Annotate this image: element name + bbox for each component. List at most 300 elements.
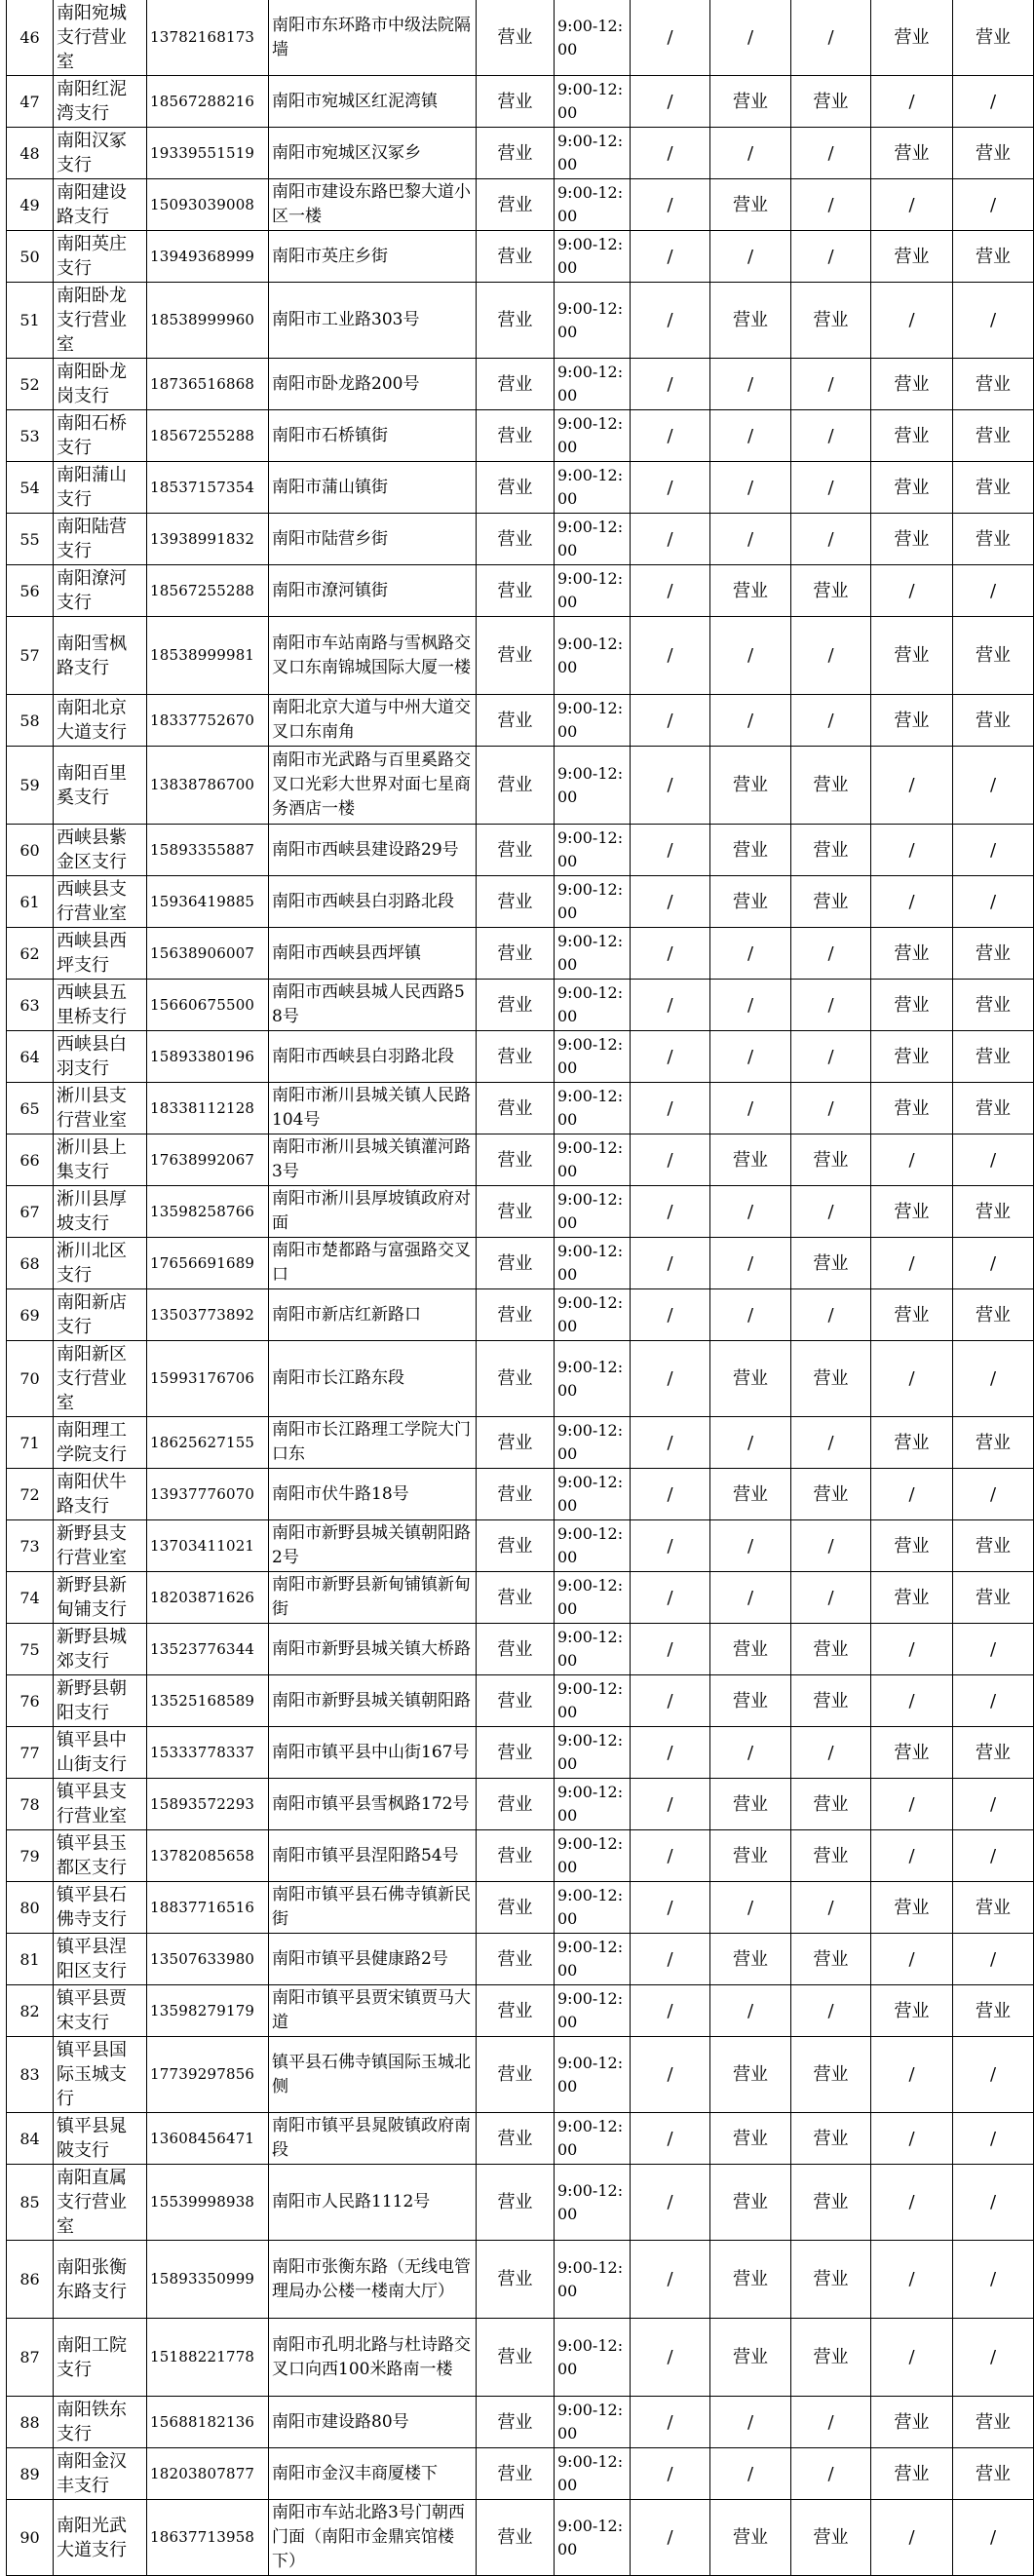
business-hours: 9:00-12:00 [555, 1675, 631, 1727]
table-row [7, 1727, 1034, 1779]
business-hours: 9:00-12:00 [555, 2448, 631, 2500]
table-row [7, 747, 1034, 825]
day-cell-1: / [631, 1083, 710, 1134]
day-cell-5: 营业 [953, 231, 1034, 283]
table-row [7, 2113, 1034, 2165]
day-cell-3: / [791, 928, 871, 980]
phone-number: 18203871626 [147, 1572, 269, 1624]
day-cell-4: / [871, 876, 953, 928]
business-hours: 9:00-12:00 [555, 617, 631, 695]
day-cell-2: / [710, 695, 791, 747]
day-cell-1: / [631, 462, 710, 514]
branch-address: 南阳市长江路理工学院大门口东 [269, 1417, 477, 1469]
phone-number: 15660675500 [147, 980, 269, 1031]
day-cell-5: 营业 [953, 617, 1034, 695]
day-cell-3: 营业 [791, 825, 871, 876]
status-cell: 营业 [477, 1675, 555, 1727]
day-cell-3: 营业 [791, 1238, 871, 1289]
table-row [7, 1520, 1034, 1572]
day-cell-3: 营业 [791, 2241, 871, 2319]
phone-number: 18538999981 [147, 617, 269, 695]
day-cell-5: 营业 [953, 1882, 1034, 1934]
table-row [7, 1985, 1034, 2037]
day-cell-2: / [710, 410, 791, 462]
branch-address: 南阳市建设东路巴黎大道小区一楼 [269, 179, 477, 231]
day-cell-5: 营业 [953, 0, 1034, 76]
day-cell-2: 营业 [710, 747, 791, 825]
branch-name: 新野县支行营业室 [54, 1520, 147, 1572]
day-cell-1: / [631, 1520, 710, 1572]
day-cell-4: 营业 [871, 514, 953, 565]
day-cell-3: / [791, 462, 871, 514]
row-number: 70 [7, 1341, 54, 1417]
phone-number: 18837716516 [147, 1882, 269, 1934]
phone-number: 13507633980 [147, 1934, 269, 1985]
day-cell-3: / [791, 1572, 871, 1624]
day-cell-1: / [631, 1417, 710, 1469]
phone-number: 18625627155 [147, 1417, 269, 1469]
day-cell-5: 营业 [953, 359, 1034, 410]
phone-number: 18203807877 [147, 2448, 269, 2500]
status-cell: 营业 [477, 2113, 555, 2165]
branch-name: 西峡县支行营业室 [54, 876, 147, 928]
phone-number: 15093039008 [147, 179, 269, 231]
table-row [7, 695, 1034, 747]
branch-name: 南阳金汉丰支行 [54, 2448, 147, 2500]
day-cell-5: / [953, 876, 1034, 928]
row-number: 54 [7, 462, 54, 514]
day-cell-3: / [791, 1882, 871, 1934]
status-cell: 营业 [477, 617, 555, 695]
branch-name: 镇平县石佛寺支行 [54, 1882, 147, 1934]
branch-name: 南阳宛城支行营业室 [54, 0, 147, 76]
day-cell-5: / [953, 1238, 1034, 1289]
row-number: 89 [7, 2448, 54, 2500]
branch-address: 南阳市石桥镇街 [269, 410, 477, 462]
branch-name: 南阳铁东支行 [54, 2397, 147, 2448]
day-cell-4: / [871, 1469, 953, 1520]
day-cell-1: / [631, 2113, 710, 2165]
phone-number: 15688182136 [147, 2397, 269, 2448]
day-cell-2: 营业 [710, 76, 791, 128]
day-cell-5: / [953, 76, 1034, 128]
row-number: 68 [7, 1238, 54, 1289]
day-cell-2: / [710, 2397, 791, 2448]
status-cell: 营业 [477, 695, 555, 747]
status-cell: 营业 [477, 410, 555, 462]
table-row [7, 514, 1034, 565]
business-hours: 9:00-12:00 [555, 128, 631, 179]
phone-number: 18337752670 [147, 695, 269, 747]
phone-number: 15333778337 [147, 1727, 269, 1779]
branch-name: 南阳理工学院支行 [54, 1417, 147, 1469]
table-row [7, 231, 1034, 283]
branch-address: 南阳市张衡东路（无线电管理局办公楼一楼南大厅） [269, 2241, 477, 2319]
day-cell-3: 营业 [791, 565, 871, 617]
business-hours: 9:00-12:00 [555, 1134, 631, 1186]
row-number: 74 [7, 1572, 54, 1624]
day-cell-4: 营业 [871, 410, 953, 462]
table-row [7, 1572, 1034, 1624]
day-cell-1: / [631, 1624, 710, 1675]
row-number: 87 [7, 2319, 54, 2397]
table-row [7, 0, 1034, 76]
day-cell-2: 营业 [710, 1934, 791, 1985]
day-cell-1: / [631, 695, 710, 747]
day-cell-5: / [953, 2037, 1034, 2113]
business-hours: 9:00-12:00 [555, 1882, 631, 1934]
table-row [7, 76, 1034, 128]
business-hours: 9:00-12:00 [555, 1934, 631, 1985]
table-row [7, 179, 1034, 231]
branch-name: 南阳新区支行营业室 [54, 1341, 147, 1417]
day-cell-5: 营业 [953, 928, 1034, 980]
business-hours: 9:00-12:00 [555, 1341, 631, 1417]
status-cell: 营业 [477, 179, 555, 231]
day-cell-4: 营业 [871, 1031, 953, 1083]
table-row [7, 2037, 1034, 2113]
status-cell: 营业 [477, 928, 555, 980]
branch-address: 南阳市车站北路3号门朝西门面（南阳市金鼎宾馆楼下） [269, 2500, 477, 2576]
row-number: 67 [7, 1186, 54, 1238]
day-cell-4: / [871, 2241, 953, 2319]
branch-name: 新野县朝阳支行 [54, 1675, 147, 1727]
day-cell-2: 营业 [710, 283, 791, 359]
day-cell-4: / [871, 76, 953, 128]
day-cell-1: / [631, 1675, 710, 1727]
day-cell-2: / [710, 1520, 791, 1572]
phone-number: 13782168173 [147, 0, 269, 76]
day-cell-3: / [791, 2397, 871, 2448]
day-cell-4: / [871, 1624, 953, 1675]
branch-name: 镇平县涅阳区支行 [54, 1934, 147, 1985]
branch-address: 南阳市新店红新路口 [269, 1289, 477, 1341]
day-cell-3: / [791, 1289, 871, 1341]
day-cell-4: / [871, 747, 953, 825]
phone-number: 15893380196 [147, 1031, 269, 1083]
day-cell-5: / [953, 1134, 1034, 1186]
day-cell-5: / [953, 179, 1034, 231]
branch-name: 镇平县中山街支行 [54, 1727, 147, 1779]
day-cell-4: 营业 [871, 359, 953, 410]
table-row [7, 1469, 1034, 1520]
day-cell-2: / [710, 359, 791, 410]
day-cell-2: 营业 [710, 1469, 791, 1520]
day-cell-4: / [871, 283, 953, 359]
day-cell-4: / [871, 565, 953, 617]
business-hours: 9:00-12:00 [555, 1031, 631, 1083]
day-cell-3: 营业 [791, 1624, 871, 1675]
day-cell-4: / [871, 179, 953, 231]
day-cell-5: / [953, 825, 1034, 876]
day-cell-5: / [953, 2319, 1034, 2397]
day-cell-3: / [791, 695, 871, 747]
branch-address: 南阳市新野县新甸铺镇新甸街 [269, 1572, 477, 1624]
day-cell-1: / [631, 2448, 710, 2500]
phone-number: 18567255288 [147, 410, 269, 462]
day-cell-4: 营业 [871, 2448, 953, 2500]
day-cell-1: / [631, 565, 710, 617]
phone-number: 15893350999 [147, 2241, 269, 2319]
day-cell-4: / [871, 1341, 953, 1417]
day-cell-5: 营业 [953, 410, 1034, 462]
business-hours: 9:00-12:00 [555, 1572, 631, 1624]
branch-name: 南阳蒲山支行 [54, 462, 147, 514]
day-cell-3: / [791, 231, 871, 283]
day-cell-1: / [631, 2319, 710, 2397]
day-cell-5: 营业 [953, 462, 1034, 514]
day-cell-1: / [631, 1882, 710, 1934]
day-cell-1: / [631, 747, 710, 825]
day-cell-3: 营业 [791, 1675, 871, 1727]
table-row [7, 2397, 1034, 2448]
branch-name: 新野县新甸铺支行 [54, 1572, 147, 1624]
day-cell-4: / [871, 825, 953, 876]
branch-address: 南阳市新野县城关镇朝阳路2号 [269, 1520, 477, 1572]
branch-address: 南阳市西峡县城人民西路58号 [269, 980, 477, 1031]
status-cell: 营业 [477, 980, 555, 1031]
day-cell-1: / [631, 1134, 710, 1186]
status-cell: 营业 [477, 1289, 555, 1341]
day-cell-1: / [631, 1469, 710, 1520]
table-row [7, 283, 1034, 359]
phone-number: 13525168589 [147, 1675, 269, 1727]
day-cell-1: / [631, 1779, 710, 1830]
branch-name: 淅川县上集支行 [54, 1134, 147, 1186]
day-cell-2: / [710, 1882, 791, 1934]
row-number: 85 [7, 2165, 54, 2241]
phone-number: 13838786700 [147, 747, 269, 825]
branch-address: 南阳市镇平县涅阳路54号 [269, 1830, 477, 1882]
status-cell: 营业 [477, 2397, 555, 2448]
branch-name: 南阳潦河支行 [54, 565, 147, 617]
branch-name: 西峡县紫金区支行 [54, 825, 147, 876]
day-cell-4: 营业 [871, 1520, 953, 1572]
status-cell: 营业 [477, 1417, 555, 1469]
day-cell-2: / [710, 980, 791, 1031]
day-cell-5: / [953, 747, 1034, 825]
row-number: 60 [7, 825, 54, 876]
branch-name: 南阳直属支行营业室 [54, 2165, 147, 2241]
table-row [7, 1083, 1034, 1134]
branch-name: 南阳石桥支行 [54, 410, 147, 462]
business-hours: 9:00-12:00 [555, 2500, 631, 2576]
day-cell-3: / [791, 0, 871, 76]
day-cell-3: / [791, 1186, 871, 1238]
day-cell-2: / [710, 1572, 791, 1624]
row-number: 75 [7, 1624, 54, 1675]
status-cell: 营业 [477, 462, 555, 514]
row-number: 66 [7, 1134, 54, 1186]
table-row [7, 565, 1034, 617]
day-cell-1: / [631, 876, 710, 928]
row-number: 56 [7, 565, 54, 617]
day-cell-4: 营业 [871, 617, 953, 695]
branch-address: 南阳市宛城区汉冢乡 [269, 128, 477, 179]
status-cell: 营业 [477, 565, 555, 617]
row-number: 46 [7, 0, 54, 76]
phone-number: 15993176706 [147, 1341, 269, 1417]
day-cell-1: / [631, 2037, 710, 2113]
row-number: 47 [7, 76, 54, 128]
business-hours: 9:00-12:00 [555, 1083, 631, 1134]
day-cell-4: 营业 [871, 1289, 953, 1341]
day-cell-5: 营业 [953, 1186, 1034, 1238]
day-cell-3: / [791, 179, 871, 231]
day-cell-2: 营业 [710, 876, 791, 928]
status-cell: 营业 [477, 128, 555, 179]
day-cell-5: / [953, 1624, 1034, 1675]
day-cell-1: / [631, 1727, 710, 1779]
row-number: 83 [7, 2037, 54, 2113]
branch-name: 南阳建设路支行 [54, 179, 147, 231]
day-cell-5: / [953, 1934, 1034, 1985]
day-cell-3: / [791, 980, 871, 1031]
day-cell-2: / [710, 1186, 791, 1238]
status-cell: 营业 [477, 2241, 555, 2319]
branch-address: 南阳市淅川县城关镇人民路104号 [269, 1083, 477, 1134]
day-cell-5: / [953, 283, 1034, 359]
day-cell-3: / [791, 617, 871, 695]
status-cell: 营业 [477, 747, 555, 825]
day-cell-3: 营业 [791, 283, 871, 359]
day-cell-5: 营业 [953, 128, 1034, 179]
day-cell-2: / [710, 1727, 791, 1779]
day-cell-1: / [631, 1238, 710, 1289]
row-number: 82 [7, 1985, 54, 2037]
branch-address: 南阳市镇平县中山街167号 [269, 1727, 477, 1779]
day-cell-1: / [631, 231, 710, 283]
phone-number: 15936419885 [147, 876, 269, 928]
business-hours: 9:00-12:00 [555, 514, 631, 565]
day-cell-2: 营业 [710, 1134, 791, 1186]
day-cell-4: 营业 [871, 1882, 953, 1934]
row-number: 78 [7, 1779, 54, 1830]
day-cell-2: 营业 [710, 1779, 791, 1830]
branch-address: 南阳市卧龙路200号 [269, 359, 477, 410]
status-cell: 营业 [477, 1572, 555, 1624]
day-cell-4: / [871, 2165, 953, 2241]
business-hours: 9:00-12:00 [555, 1727, 631, 1779]
day-cell-4: 营业 [871, 128, 953, 179]
row-number: 50 [7, 231, 54, 283]
day-cell-5: 营业 [953, 2448, 1034, 2500]
day-cell-4: 营业 [871, 695, 953, 747]
phone-number: 15638906007 [147, 928, 269, 980]
day-cell-2: / [710, 1238, 791, 1289]
table-row [7, 1134, 1034, 1186]
row-number: 58 [7, 695, 54, 747]
branch-name: 南阳卧龙支行营业室 [54, 283, 147, 359]
business-hours: 9:00-12:00 [555, 876, 631, 928]
business-hours: 9:00-12:00 [555, 747, 631, 825]
table-row [7, 1830, 1034, 1882]
phone-number: 13938991832 [147, 514, 269, 565]
branch-name: 南阳新店支行 [54, 1289, 147, 1341]
phone-number: 13782085658 [147, 1830, 269, 1882]
branch-name: 南阳陆营支行 [54, 514, 147, 565]
branch-name: 南阳雪枫路支行 [54, 617, 147, 695]
row-number: 88 [7, 2397, 54, 2448]
business-hours: 9:00-12:00 [555, 695, 631, 747]
branch-address: 南阳市光武路与百里奚路交叉口光彩大世界对面七星商务酒店一楼 [269, 747, 477, 825]
day-cell-4: 营业 [871, 2397, 953, 2448]
day-cell-3: / [791, 1417, 871, 1469]
day-cell-2: 营业 [710, 2319, 791, 2397]
day-cell-3: / [791, 128, 871, 179]
table-row [7, 617, 1034, 695]
day-cell-2: 营业 [710, 1341, 791, 1417]
day-cell-3: 营业 [791, 1134, 871, 1186]
business-hours: 9:00-12:00 [555, 462, 631, 514]
branch-address: 南阳市楚都路与富强路交叉口 [269, 1238, 477, 1289]
phone-number: 18537157354 [147, 462, 269, 514]
day-cell-2: / [710, 2448, 791, 2500]
business-hours: 9:00-12:00 [555, 2241, 631, 2319]
day-cell-3: 营业 [791, 2500, 871, 2576]
row-number: 72 [7, 1469, 54, 1520]
branch-address: 镇平县石佛寺镇国际玉城北侧 [269, 2037, 477, 2113]
branch-address: 南阳市宛城区红泥湾镇 [269, 76, 477, 128]
phone-number: 18538999960 [147, 283, 269, 359]
day-cell-4: 营业 [871, 1572, 953, 1624]
table-row [7, 128, 1034, 179]
day-cell-3: 营业 [791, 1341, 871, 1417]
business-hours: 9:00-12:00 [555, 2319, 631, 2397]
status-cell: 营业 [477, 1624, 555, 1675]
day-cell-2: 营业 [710, 2500, 791, 2576]
day-cell-1: / [631, 2165, 710, 2241]
day-cell-4: 营业 [871, 1727, 953, 1779]
branch-hours-table [6, 0, 1034, 2576]
day-cell-5: 营业 [953, 1520, 1034, 1572]
day-cell-2: 营业 [710, 825, 791, 876]
day-cell-2: 营业 [710, 2241, 791, 2319]
business-hours: 9:00-12:00 [555, 1417, 631, 1469]
business-hours: 9:00-12:00 [555, 2113, 631, 2165]
table-row [7, 410, 1034, 462]
phone-number: 15188221778 [147, 2319, 269, 2397]
table-row [7, 825, 1034, 876]
status-cell: 营业 [477, 1341, 555, 1417]
day-cell-1: / [631, 283, 710, 359]
phone-number: 17638992067 [147, 1134, 269, 1186]
row-number: 53 [7, 410, 54, 462]
table-row [7, 1882, 1034, 1934]
status-cell: 营业 [477, 1083, 555, 1134]
day-cell-4: / [871, 1675, 953, 1727]
row-number: 90 [7, 2500, 54, 2576]
branch-name: 西峡县五里桥支行 [54, 980, 147, 1031]
branch-name: 镇平县贾宋支行 [54, 1985, 147, 2037]
row-number: 73 [7, 1520, 54, 1572]
day-cell-4: 营业 [871, 1417, 953, 1469]
branch-address: 南阳市金汉丰商厦楼下 [269, 2448, 477, 2500]
row-number: 55 [7, 514, 54, 565]
day-cell-1: / [631, 1830, 710, 1882]
day-cell-2: / [710, 0, 791, 76]
status-cell: 营业 [477, 1238, 555, 1289]
branch-name: 南阳百里奚支行 [54, 747, 147, 825]
phone-number: 18567255288 [147, 565, 269, 617]
day-cell-5: / [953, 2165, 1034, 2241]
business-hours: 9:00-12:00 [555, 1520, 631, 1572]
day-cell-3: 营业 [791, 2113, 871, 2165]
status-cell: 营业 [477, 2165, 555, 2241]
table-row [7, 1186, 1034, 1238]
phone-number: 15539998938 [147, 2165, 269, 2241]
day-cell-3: 营业 [791, 1469, 871, 1520]
